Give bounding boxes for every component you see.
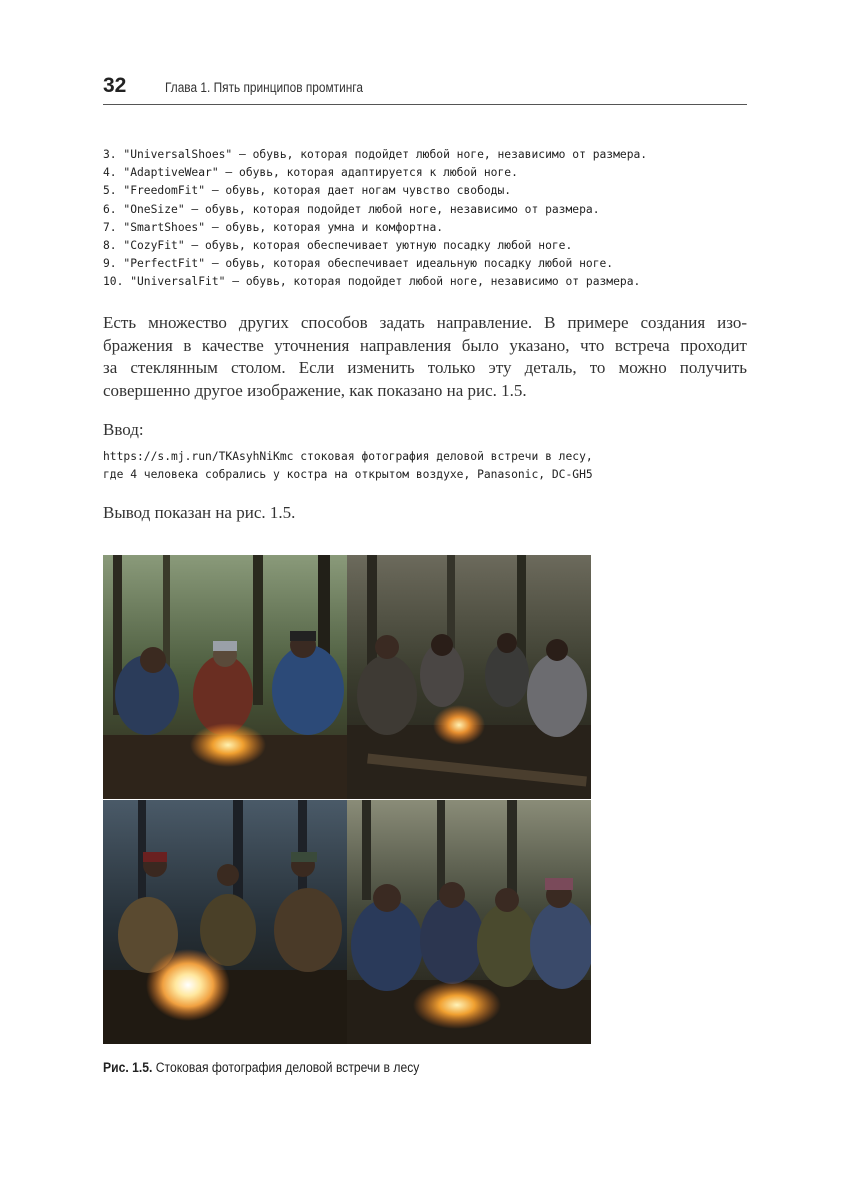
figure-image-grid	[103, 555, 591, 1044]
caption-label: Рис. 1.5.	[103, 1060, 153, 1075]
code-line: 5. "FreedomFit" — обувь, которая дает ногам чувство свободы.	[103, 184, 512, 198]
paragraph-line: бражения в качестве уточнения направления было указано, что встреча проходит	[103, 335, 747, 355]
paragraph-line: за стеклянным столом. Если изменить только эту деталь, то можно получить	[103, 358, 747, 377]
caption-text: Стоковая фотография деловой встречи в лесу	[152, 1060, 420, 1075]
code-line: 8. "CozyFit" — обувь, которая обеспечивает уютную посадку любой ноге.	[103, 238, 573, 252]
running-header	[103, 74, 747, 104]
page-number: 32	[103, 74, 127, 97]
output-text: Вывод показан на рис. 1.5.	[103, 503, 296, 522]
code-listing	[103, 146, 647, 292]
code-line: 9. "PerfectFit" — обувь, которая обеспечивает идеальную посадку любой ноге.	[103, 257, 614, 271]
prompt-line: https://s.mj.run/TKAsyhNiKmc стоковая фотография деловой встречи в лесу,	[103, 450, 593, 463]
forest-photo-3	[103, 800, 347, 1044]
body-paragraph	[103, 312, 747, 402]
prompt-line: где 4 человека собрались у костра на открытом воздухе, Panasonic, DC-GH5	[103, 468, 593, 482]
header-rule	[103, 104, 747, 105]
forest-photo-1	[103, 555, 347, 799]
forest-photo-2	[347, 555, 591, 799]
code-line: 7. "SmartShoes" — обувь, которая умна и комфортна.	[103, 220, 444, 234]
figure-caption	[103, 1060, 419, 1075]
paragraph-line: Есть множество других способов задать направление. В примере создания изо-	[103, 313, 747, 332]
code-line: 10. "UniversalFit" — обувь, которая подойдет любой ноге, независимо от размера.	[103, 275, 641, 289]
input-label: Ввод:	[103, 420, 144, 439]
code-line: 3. "UniversalShoes" — обувь, которая подойдет любой ноге, независимо от размера.	[103, 148, 648, 161]
chapter-title: Глава 1. Пять принципов промтинга	[165, 80, 363, 95]
code-line: 4. "AdaptiveWear" — обувь, которая адаптируется к любой ноге.	[103, 166, 518, 180]
paragraph-line: совершенно другое изображение, как показано на рис. 1.5.	[103, 380, 527, 400]
prompt-code	[103, 448, 593, 484]
forest-photo-4	[347, 800, 591, 1044]
code-line: 6. "OneSize" — обувь, которая подойдет любой ноге, независимо от размера.	[103, 202, 600, 216]
